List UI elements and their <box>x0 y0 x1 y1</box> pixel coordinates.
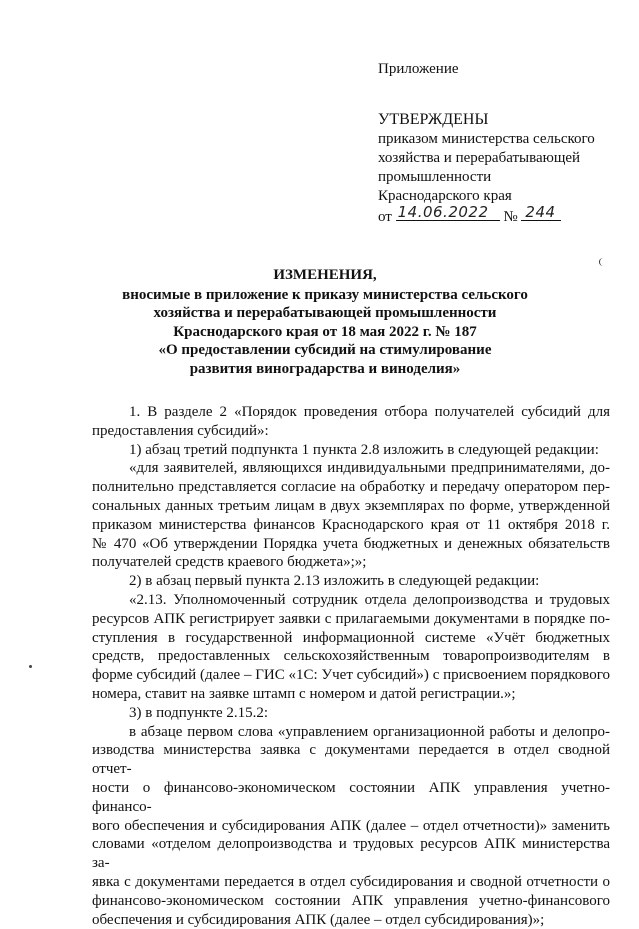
approved-by-line: Краснодарского края <box>378 188 512 204</box>
quote-1-line: приказом министерства финансов Краснодарского края от 11 октября 2018 г. <box>92 516 610 533</box>
date-prefix: от <box>378 209 392 225</box>
title-heading: ИЗМЕНЕНИЯ, <box>273 267 377 283</box>
handwritten-date: 14.06.2022 <box>397 203 489 221</box>
paragraph-1-cont: предоставления субсидий»: <box>92 422 269 439</box>
handwritten-number: 244 <box>525 203 556 221</box>
number-prefix: № <box>503 209 518 225</box>
title-line: «О предоставлении субсидий на стимулирование <box>158 342 492 358</box>
appendix-label: Приложение <box>378 61 459 77</box>
approved-by-line: приказом министерства сельского <box>378 131 595 147</box>
document-title <box>92 266 558 378</box>
title-line: хозяйства и перерабатывающей промышленности <box>153 305 497 321</box>
title-line: развития виноградарства и виноделия» <box>189 360 461 377</box>
approved-by-line: хозяйства и перерабатывающей <box>378 150 581 166</box>
quote-1-line: № 470 «Об утверждении Порядка учета бюджетных и денежных обязательств <box>92 535 610 552</box>
title-line: вносимые в приложение к приказу министерства сельского <box>122 286 528 303</box>
quote-1-line: сональных данных третьим лицам в двух экземплярах по форме, утвержденной <box>92 497 610 514</box>
document-body <box>92 403 610 929</box>
paragraph-7-line: вого обеспечения и субсидирования АПК (далее – отдел отчетности)» заменить <box>92 817 610 834</box>
paragraph-7-line: финансово-экономическом состоянии АПК управления учетно-финансового <box>92 892 610 909</box>
paragraph-7-line: в абзаце первом слова «управлением организационной работы и делопро- <box>129 723 610 740</box>
paragraph-7-line: словами «отделом делопроизводства и трудовых ресурсов АПК министерства за- <box>92 836 610 872</box>
paragraph-7-line: ности о финансово-экономическом состоянии АПК управления учетно-финансо- <box>92 779 610 815</box>
quote-1-line: получателей средств краевого бюджета»;»; <box>92 554 367 571</box>
paragraph-7-line: изводства министерства заявка с документами передается в отдел сводной отчет- <box>92 742 610 778</box>
title-line: Краснодарского края от 18 мая 2022 г. № 187 <box>173 323 477 340</box>
approved-by-line: промышленности <box>378 169 492 185</box>
paragraph-2: 1) абзац третий подпункта 1 пункта 2.8 изложить в следующей редакции: <box>129 441 599 458</box>
approval-block <box>378 110 595 226</box>
quote-2-line: средств, предоставленных сельскохозяйственным товаропроизводителям в <box>92 648 610 665</box>
quote-2-line: ступления в государственной информационной системе «Учёт бюджетных <box>92 629 610 646</box>
quote-2-line: «2.13. Уполномоченный сотрудник отдела делопроизводства и трудовых <box>129 591 610 608</box>
quote-2-line: ресурсов АПК регистрирует заявки с прилагаемыми документами в порядке по- <box>92 610 610 627</box>
paragraph-6: 3) в подпункте 2.15.2: <box>129 704 269 721</box>
margin-dot <box>29 665 32 668</box>
quote-1-line: полнительно представляется согласие на обработку и передачу оператором пер- <box>92 479 610 496</box>
paragraph-7-line: явка с документами передается в отдел субсидирования и сводной отчетности о <box>92 873 610 890</box>
paragraph-4: 2) в абзац первый пункта 2.13 изложить в следующей редакции: <box>129 573 540 590</box>
quote-2-line: форме субсидий (далее – ГИС «1С: Учет субсидий») с присвоением порядкового <box>92 667 610 684</box>
paragraph-1: 1. В разделе 2 «Порядок проведения отбора получателей субсидий для <box>129 404 610 420</box>
paragraph-7-line: обеспечения и субсидирования АПК (далее – отдел субсидирования)»; <box>92 911 545 928</box>
quote-2-line: номера, ставит на заявке штамп с номером и датой регистрации.»; <box>92 685 516 702</box>
quote-1-line: «для заявителей, являющихся индивидуальными предпринимателями, до- <box>129 460 610 477</box>
order-date-line <box>378 203 595 226</box>
approved-title: УТВЕРЖДЕНЫ <box>378 111 489 128</box>
stray-mark <box>599 258 603 266</box>
